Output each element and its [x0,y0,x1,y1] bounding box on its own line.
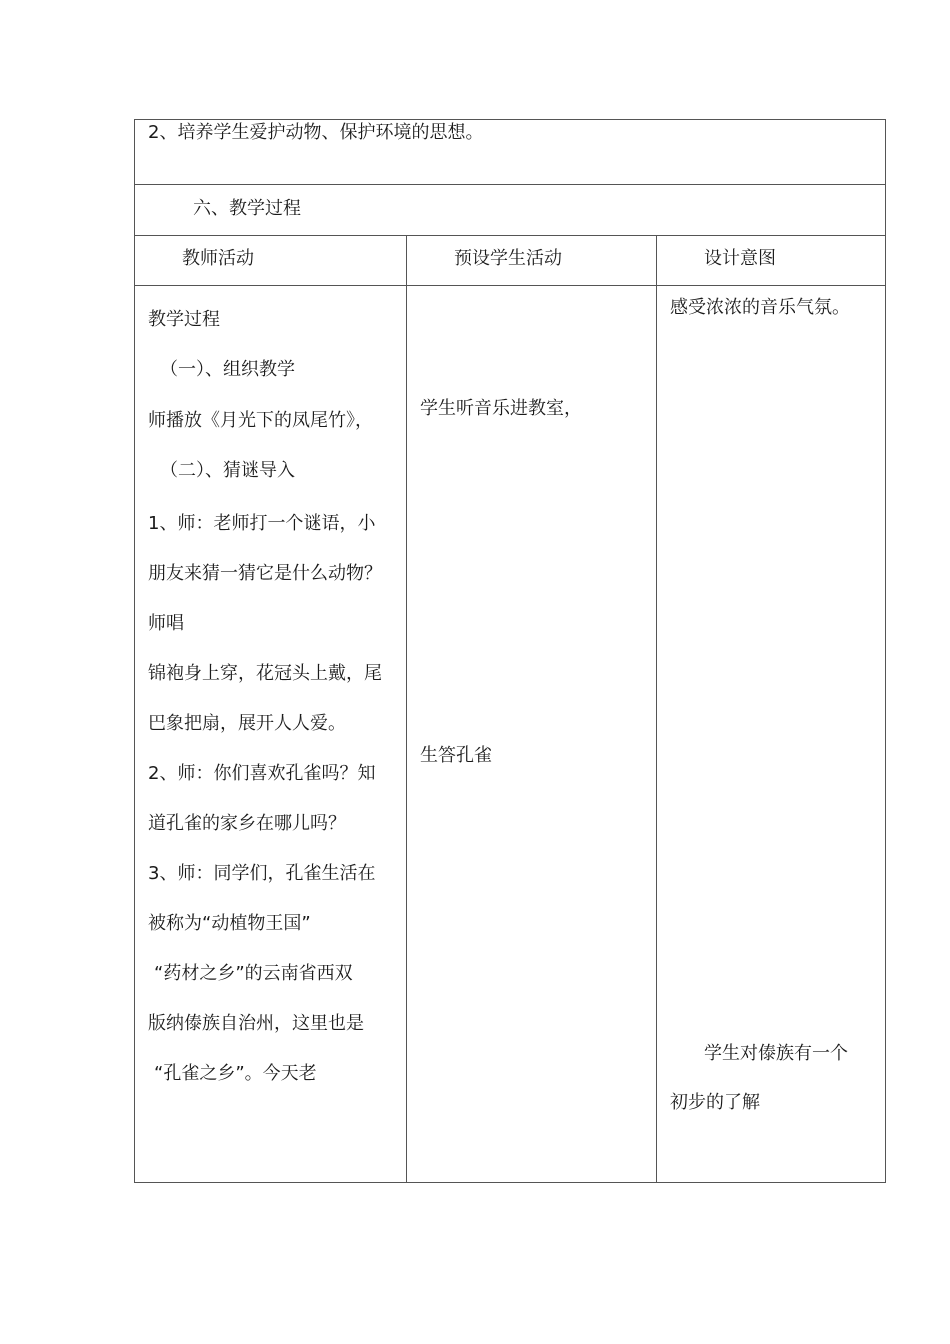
teacher-line: “药材之乡”的云南省西双 [154,963,353,984]
teacher-line: 版纳傣族自治州，这里也是 [148,1013,364,1034]
goal-line: 2、培养学生爱护动物、保护环境的思想。 [148,122,484,143]
header-teacher-activity: 教师活动 [182,248,254,269]
teacher-line: 被称为“动植物王国” [148,913,311,934]
teacher-line: 师唱 [148,613,184,634]
row-divider [134,184,886,185]
header-student-activity: 预设学生活动 [454,248,562,269]
teacher-line: 锦袍身上穿，花冠头上戴，尾 [148,663,382,684]
teacher-line: 朋友来猜一猜它是什么动物？ [148,563,382,584]
student-line: 生答孔雀 [420,745,492,766]
column-divider [406,235,407,1183]
header-design-intent: 设计意图 [704,248,776,269]
teacher-line: 1、师：老师打一个谜语，小 [148,513,376,534]
student-line: 学生听音乐进教室， [420,398,582,419]
intent-line: 初步的了解 [670,1092,760,1113]
row-divider [134,285,886,286]
teacher-line: “孔雀之乡”。今天老 [154,1063,317,1084]
row-divider [134,235,886,236]
teacher-line: 师播放《月光下的凤尾竹》， [148,410,373,431]
column-divider [656,235,657,1183]
section-title: 六、教学过程 [193,198,301,219]
intent-line: 感受浓浓的音乐气氛。 [670,297,850,318]
teacher-line: （二）、猜谜导入 [160,460,295,481]
intent-line: 学生对傣族有一个 [704,1043,848,1064]
teacher-line: 教学过程 [148,309,220,330]
teacher-line: （一）、组织教学 [160,359,295,380]
teacher-line: 3、师：同学们，孔雀生活在 [148,863,376,884]
teacher-line: 2、师：你们喜欢孔雀吗？知 [148,763,376,784]
teacher-line: 巴象把扇，展开人人爱。 [148,713,346,734]
teacher-line: 道孔雀的家乡在哪儿吗？ [148,813,346,834]
